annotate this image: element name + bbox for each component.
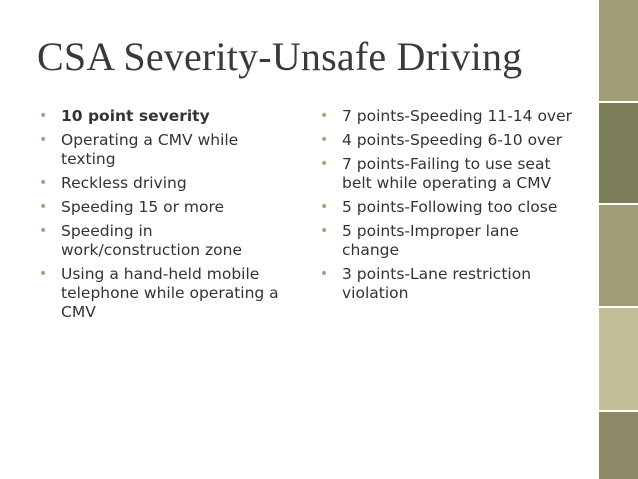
list-item: [317, 198, 577, 217]
bullet-icon: •: [320, 266, 329, 282]
list-item: [317, 131, 577, 150]
slide-title: CSA Severity-Unsafe Driving: [37, 34, 523, 79]
list-item-text: Using a hand-held mobile telephone while operating a CMV: [61, 265, 279, 321]
bullet-icon: •: [320, 132, 329, 148]
sidebar-block: [599, 103, 638, 203]
bullet-icon: •: [320, 156, 329, 172]
bullet-icon: •: [39, 108, 48, 124]
list-item-text: Operating a CMV while texting: [61, 131, 239, 168]
list-item-text: Speeding in work/construction zone: [61, 222, 243, 259]
list-item-text: 5 points-Improper lane change: [342, 222, 519, 259]
bullet-icon: •: [320, 199, 329, 215]
list-item: [36, 174, 286, 193]
list-item-text: 4 points-Speeding 6-10 over: [342, 131, 563, 149]
bullet-icon: •: [39, 199, 48, 215]
sidebar-block: [599, 412, 638, 479]
left-bullet-list: [36, 107, 286, 327]
bullet-icon: •: [39, 132, 48, 148]
list-item-text: 5 points-Following too close: [342, 198, 558, 216]
list-item: [317, 265, 577, 303]
list-item: [317, 107, 577, 126]
bullet-icon: •: [39, 266, 48, 282]
list-item-text: 7 points-Failing to use seat belt while operating a CMV: [342, 155, 552, 192]
list-item: [36, 107, 286, 126]
sidebar-block: [599, 205, 638, 306]
list-item: [317, 155, 577, 193]
list-item: [36, 265, 286, 322]
list-item: [36, 198, 286, 217]
sidebar-block: [599, 0, 638, 101]
list-item-text: 10 point severity: [61, 107, 210, 125]
bullet-icon: •: [39, 175, 48, 191]
list-item-text: Speeding 15 or more: [61, 198, 225, 216]
list-item: [36, 222, 286, 260]
list-item: [317, 222, 577, 260]
decorative-sidebar: [596, 0, 638, 479]
list-item-text: 3 points-Lane restriction violation: [342, 265, 532, 302]
bullet-icon: •: [39, 223, 48, 239]
bullet-icon: •: [320, 108, 329, 124]
sidebar-block: [599, 308, 638, 410]
right-bullet-list: [317, 107, 577, 308]
list-item: [36, 131, 286, 169]
list-item-text: 7 points-Speeding 11-14 over: [342, 107, 573, 125]
list-item-text: Reckless driving: [61, 174, 187, 192]
bullet-icon: •: [320, 223, 329, 239]
